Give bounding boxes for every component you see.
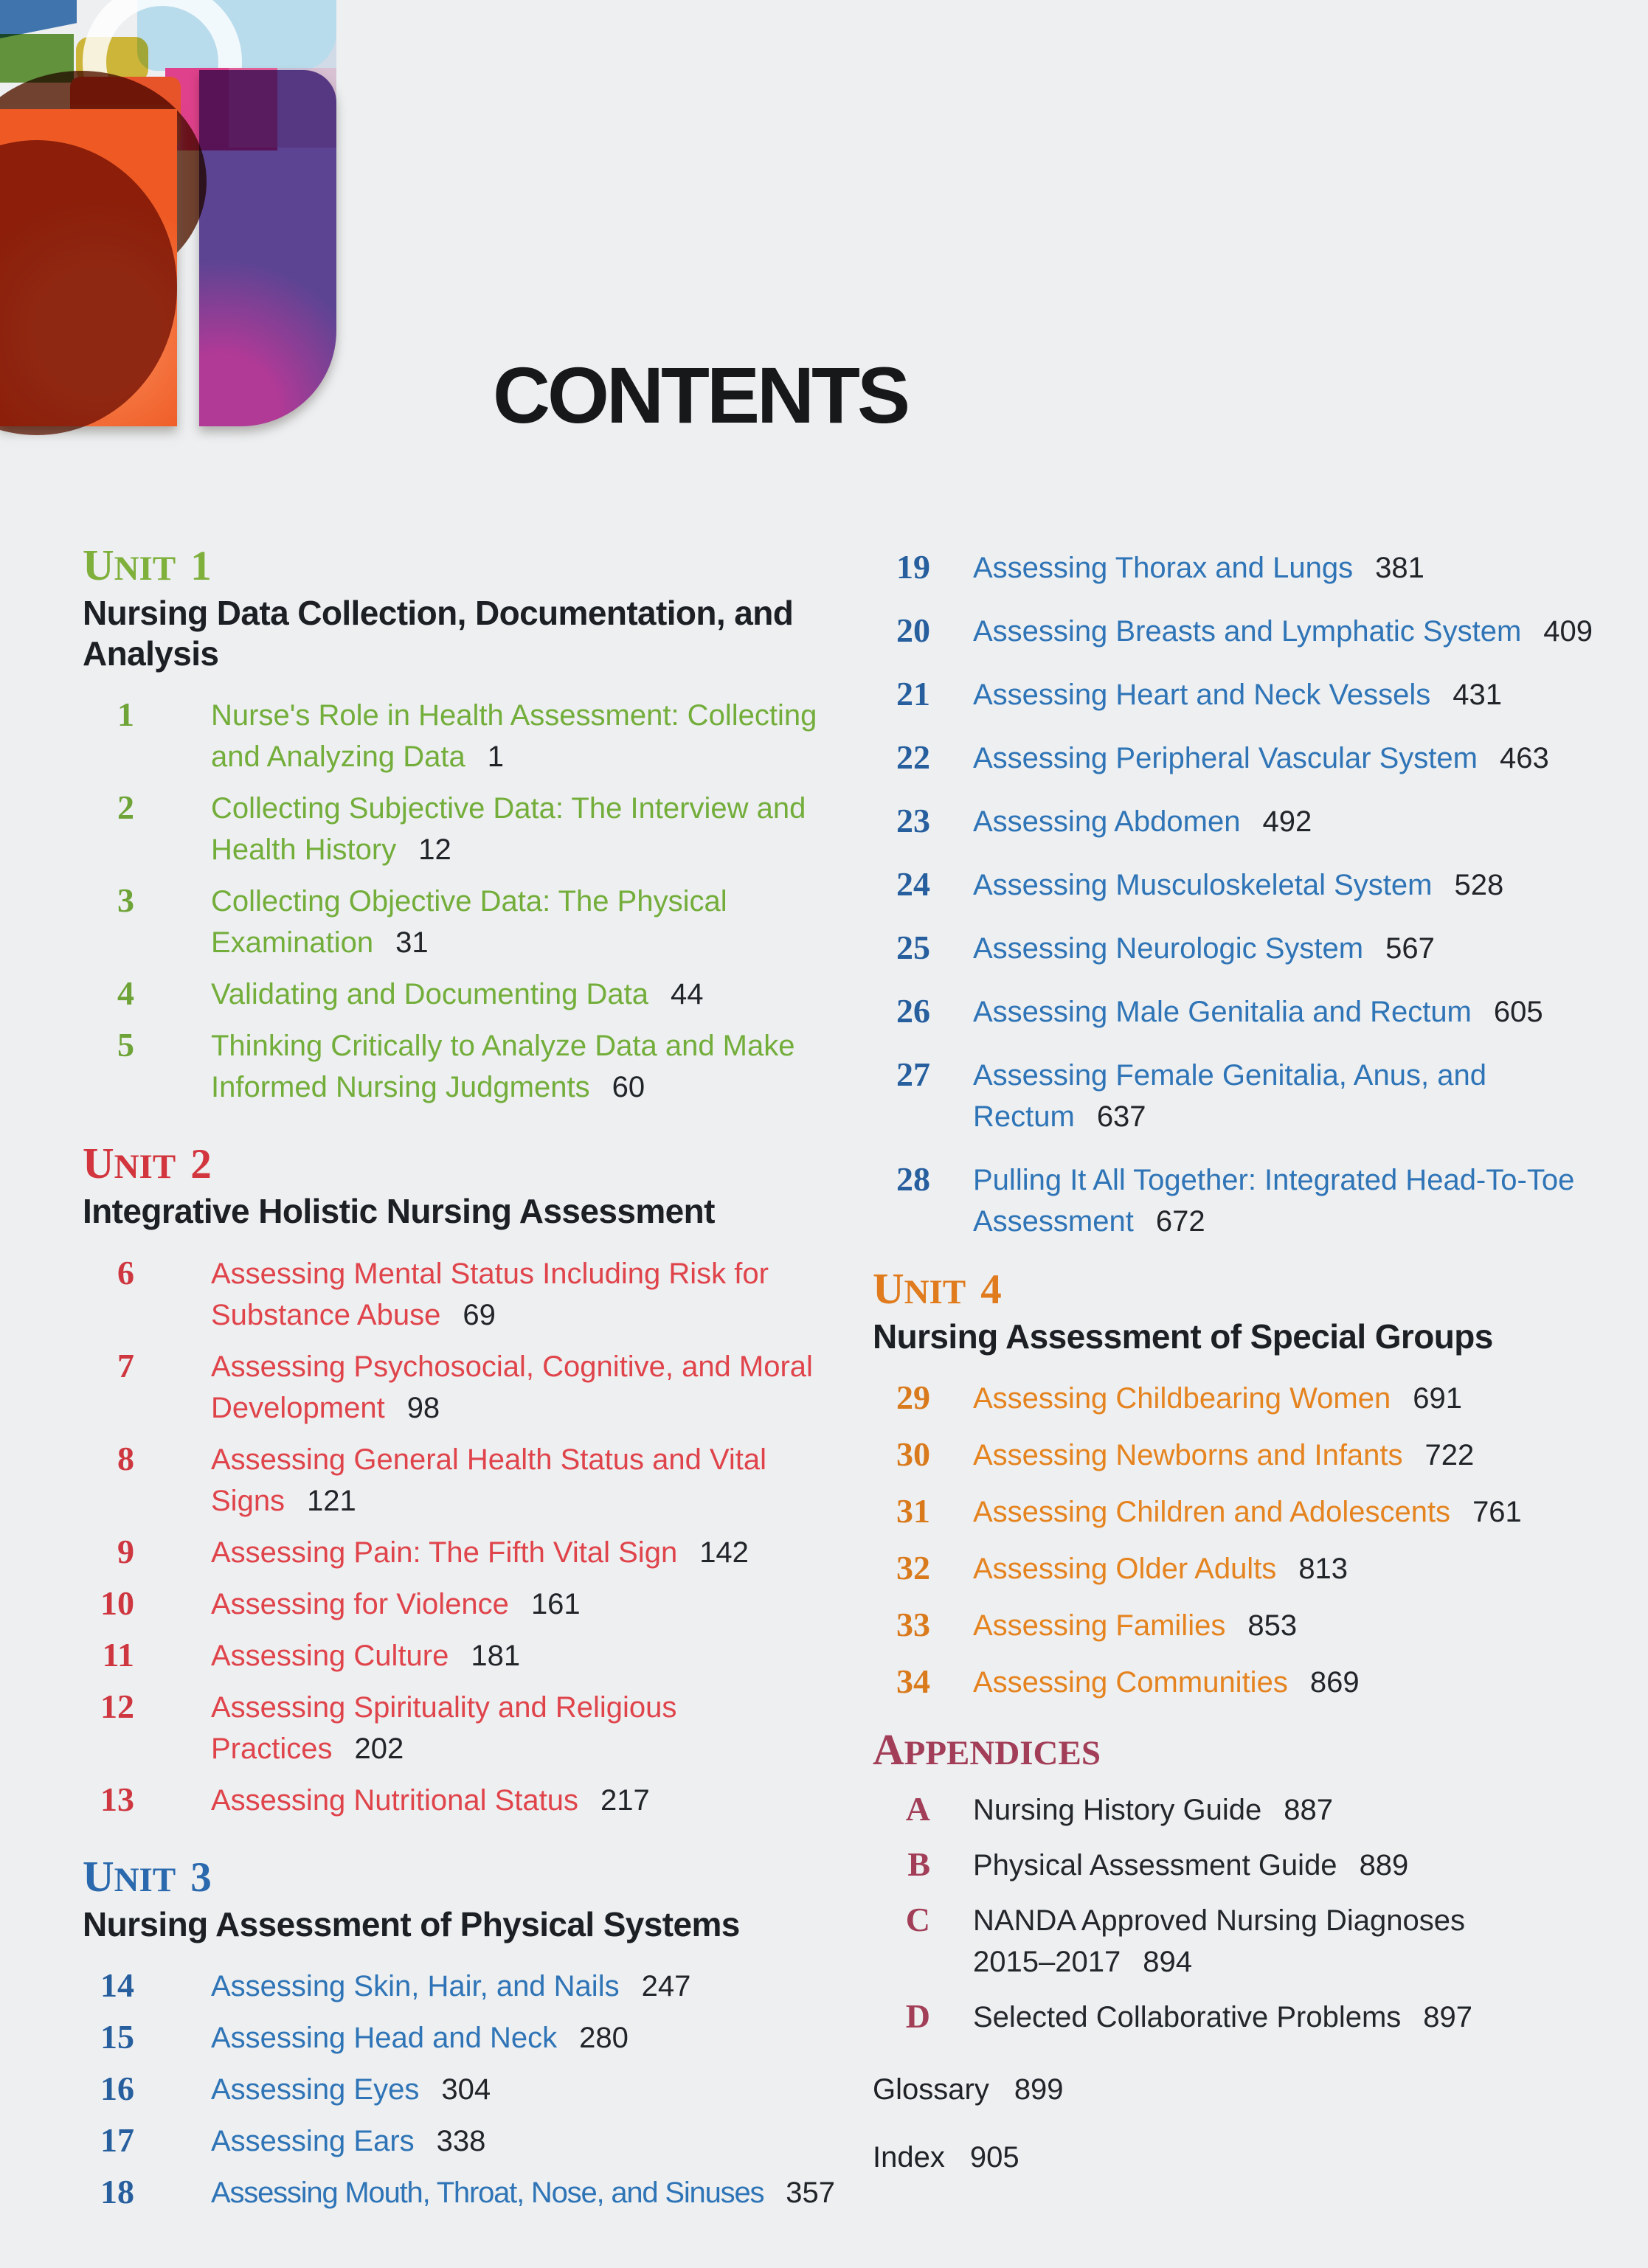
chapter-page-number: 431 — [1453, 679, 1503, 711]
toc-entry — [83, 2120, 876, 2162]
toc-entry — [83, 1532, 876, 1573]
appendix-entry — [873, 1900, 1644, 1983]
chapter-title — [973, 991, 1543, 1033]
chapter-number: 14 — [100, 1966, 134, 2004]
unit-number: 1 — [190, 543, 212, 589]
chapter-title-text: Assessing Skin, Hair, and Nails — [211, 1969, 620, 2002]
toc-entry — [83, 1346, 876, 1429]
appendix-entry — [873, 1789, 1644, 1831]
unit-2-chapters — [83, 1253, 876, 1821]
toc-entry — [83, 1687, 876, 1769]
toc-left-column — [83, 541, 876, 2224]
chapter-number: 18 — [100, 2172, 134, 2210]
toc-entry — [83, 2069, 876, 2110]
chapter-title — [211, 1687, 786, 1769]
toc-entry — [83, 2017, 876, 2059]
toc-entry — [873, 1435, 1644, 1476]
appendix-entry — [873, 1997, 1644, 2038]
appendix-letter: A — [905, 1790, 930, 1828]
chapter-title-text: Assessing Eyes — [211, 2073, 420, 2106]
chapter-title-text: Assessing Heart and Neck Vessels — [973, 679, 1431, 711]
chapter-title — [973, 1435, 1474, 1476]
appendix-entry — [873, 1845, 1644, 1886]
appendix-title-text: Selected Collaborative Problems — [973, 2001, 1402, 2034]
chapter-page-number: 280 — [579, 2021, 629, 2054]
backmatter-page-number: 905 — [969, 2141, 1019, 2174]
chapter-title — [211, 1635, 520, 1676]
chapter-page-number: 357 — [786, 2176, 836, 2209]
chapter-number: 12 — [100, 1687, 134, 1725]
appendices-heading — [873, 1725, 1644, 1775]
toc-entry — [873, 738, 1644, 779]
toc-entry — [83, 1635, 876, 1676]
chapter-number: 11 — [102, 1635, 134, 1674]
unit-3-chapters-right — [873, 547, 1644, 1242]
chapter-title — [211, 2069, 491, 2110]
chapter-page-number: 381 — [1375, 552, 1424, 584]
chapter-number: 17 — [100, 2120, 134, 2159]
chapter-title — [973, 1378, 1462, 1419]
toc-entry — [83, 1966, 876, 2007]
chapter-page-number: 31 — [395, 926, 429, 960]
unit-title: Nursing Data Collection, Documentation, and Analysis — [83, 594, 794, 673]
chapter-title — [211, 2017, 629, 2059]
chapter-title-text: Assessing General Health Status and Vital Signs — [211, 1443, 767, 1517]
chapter-title-text: Assessing Ears — [211, 2124, 415, 2157]
chapter-page-number: 528 — [1454, 869, 1504, 901]
chapter-page-number: 409 — [1543, 615, 1593, 648]
chapter-page-number: 672 — [1155, 1205, 1205, 1238]
appendix-title — [973, 1789, 1333, 1831]
chapter-title-text: Assessing Children and Adolescents — [973, 1496, 1451, 1529]
unit-3-chapters-left — [83, 1966, 876, 2213]
chapter-page-number: 813 — [1298, 1553, 1348, 1586]
toc-entry — [873, 1605, 1644, 1646]
chapter-title — [211, 1346, 860, 1429]
chapter-title-text: Assessing Communities — [973, 1666, 1288, 1699]
toc-entry — [873, 674, 1644, 715]
chapter-page-number: 60 — [612, 1071, 645, 1104]
chapter-title-text: Nurse's Role in Health Assessment: Collecting and Analyzing Data — [211, 699, 817, 774]
chapter-page-number: 463 — [1499, 742, 1549, 774]
toc-entry — [873, 547, 1644, 589]
chapter-number: 27 — [896, 1055, 930, 1093]
chapter-title — [211, 974, 703, 1015]
unit-word: UNIT — [83, 541, 176, 589]
chapter-number: 33 — [896, 1606, 930, 1644]
chapter-number: 4 — [117, 974, 134, 1013]
toc-entry — [873, 1055, 1644, 1137]
unit-1-chapters — [83, 695, 876, 1108]
chapter-page-number: 69 — [463, 1298, 496, 1331]
unit-label — [83, 1139, 876, 1188]
appendix-page-number: 894 — [1143, 1946, 1192, 1979]
chapter-title — [973, 928, 1435, 969]
toc-entry — [873, 1378, 1644, 1419]
chapter-title-text: Assessing Mouth, Throat, Nose, and Sinuses — [211, 2176, 764, 2209]
chapter-number: 25 — [896, 929, 930, 966]
chapter-number: 32 — [896, 1549, 930, 1587]
unit-number: 3 — [190, 1853, 212, 1901]
backmatter-page-number: 899 — [1014, 2073, 1064, 2106]
unit-2-heading — [83, 1139, 876, 1232]
chapter-number: 15 — [100, 2017, 134, 2056]
chapter-title-text: Thinking Critically to Analyze Data and Make Informed Nursing Judgments — [211, 1030, 795, 1104]
backmatter — [873, 2070, 1644, 2177]
unit-label — [83, 1851, 876, 1901]
chapter-title — [973, 1605, 1297, 1646]
unit-4-chapters — [873, 1378, 1644, 1703]
chapter-number: 23 — [896, 802, 930, 839]
chapter-page-number: 492 — [1262, 805, 1312, 838]
chapter-title-text: Assessing Peripheral Vascular System — [973, 742, 1478, 774]
toc-entry — [873, 801, 1644, 842]
appendix-page-number: 889 — [1359, 1849, 1409, 1882]
toc-entry — [83, 1584, 876, 1625]
chapter-title — [973, 1491, 1522, 1533]
decorative-logo — [0, 0, 347, 443]
chapter-page-number: 202 — [354, 1732, 404, 1765]
toc-entry — [83, 695, 876, 777]
chapter-title-text: Assessing Culture — [211, 1639, 449, 1672]
toc-entry — [83, 974, 876, 1015]
appendix-title — [973, 1997, 1472, 2038]
chapter-title-text: Assessing Breasts and Lymphatic System — [973, 615, 1522, 648]
chapter-page-number: 338 — [436, 2124, 486, 2157]
chapter-title-text: Collecting Objective Data: The Physical Examination — [211, 885, 727, 960]
unit-word: UNIT — [873, 1264, 966, 1313]
chapter-title — [211, 788, 860, 870]
chapter-title-text: Assessing Neurologic System — [973, 932, 1364, 965]
toc-entry — [873, 611, 1644, 652]
chapter-page-number: 1 — [487, 741, 504, 774]
chapter-number: 2 — [117, 788, 134, 827]
chapter-title — [211, 1780, 650, 1821]
appendix-title-text: Physical Assessment Guide — [973, 1849, 1337, 1882]
glossary-entry — [873, 2070, 1644, 2109]
chapter-number: 22 — [896, 738, 930, 776]
chapter-number: 34 — [896, 1662, 930, 1701]
toc-entry — [873, 991, 1644, 1033]
chapter-number: 9 — [117, 1532, 134, 1570]
chapter-title — [973, 801, 1312, 842]
chapter-number: 6 — [117, 1253, 134, 1291]
chapter-page-number: 12 — [418, 833, 451, 867]
appendix-page-number: 887 — [1284, 1794, 1333, 1827]
chapter-page-number: 637 — [1096, 1100, 1146, 1133]
chapter-title-text: Collecting Subjective Data: The Interview and Health History — [211, 792, 806, 867]
index-entry — [873, 2138, 1644, 2177]
chapter-number: 8 — [117, 1439, 134, 1477]
chapter-page-number: 44 — [670, 978, 704, 1011]
appendix-page-number: 897 — [1423, 2001, 1473, 2034]
unit-title: Nursing Assessment of Special Groups — [873, 1317, 1493, 1356]
toc-right-column — [873, 547, 1644, 2206]
chapter-title-text: Assessing Families — [973, 1609, 1226, 1643]
chapter-number: 3 — [117, 881, 134, 920]
appendix-letter: D — [905, 1997, 930, 2036]
chapter-title — [211, 881, 860, 963]
chapter-title — [973, 547, 1424, 589]
page-title: CONTENTS — [493, 350, 907, 440]
appendix-title-text: NANDA Approved Nursing Diagnoses 2015–2017 — [973, 1904, 1466, 1979]
chapter-title-text: Assessing Newborns and Infants — [973, 1439, 1403, 1472]
appendix-title-text: Nursing History Guide — [973, 1794, 1262, 1827]
unit-label — [873, 1264, 1644, 1313]
chapter-page-number: 247 — [641, 1969, 691, 2002]
appendix-title — [973, 1900, 1534, 1983]
chapter-title — [211, 1966, 690, 2007]
chapter-number: 20 — [896, 611, 930, 649]
chapter-number: 30 — [896, 1435, 930, 1474]
chapter-number: 5 — [117, 1026, 134, 1064]
toc-entry — [83, 881, 876, 963]
chapter-number: 19 — [896, 548, 930, 586]
chapter-number: 28 — [896, 1160, 930, 1198]
chapter-number: 10 — [100, 1584, 134, 1622]
toc-entry — [873, 1548, 1644, 1589]
chapter-number: 16 — [100, 2069, 134, 2107]
toc-entry — [83, 2172, 876, 2213]
appendix-letter: B — [907, 1845, 930, 1884]
unit-1-heading — [83, 541, 876, 674]
toc-entry — [83, 1253, 876, 1336]
unit-label — [83, 541, 876, 589]
chapter-page-number: 121 — [307, 1484, 356, 1517]
logo-shape — [0, 0, 77, 38]
chapter-number: 29 — [896, 1379, 930, 1417]
chapter-number: 7 — [117, 1346, 134, 1384]
chapter-title — [973, 611, 1593, 652]
chapter-title — [973, 1159, 1615, 1242]
chapter-page-number: 98 — [406, 1391, 440, 1424]
unit-number: 2 — [190, 1141, 212, 1188]
chapter-page-number: 161 — [530, 1587, 581, 1620]
chapter-page-number: 853 — [1247, 1609, 1298, 1643]
chapter-title-text: Assessing Spirituality and Religious Practices — [211, 1690, 677, 1765]
unit-4-heading — [873, 1264, 1644, 1357]
chapter-title-text: Assessing for Violence — [211, 1587, 509, 1620]
chapter-title-text: Assessing Pain: The Fifth Vital Sign — [211, 1536, 678, 1569]
toc-entry — [873, 1159, 1644, 1242]
chapter-number: 31 — [896, 1492, 930, 1530]
chapter-title — [973, 1662, 1360, 1703]
chapter-page-number: 142 — [699, 1536, 749, 1569]
chapter-title — [973, 738, 1549, 779]
chapter-title — [211, 1253, 860, 1336]
chapter-title-text: Assessing Female Genitalia, Anus, and Rectum — [973, 1059, 1486, 1133]
chapter-title-text: Assessing Childbearing Women — [973, 1382, 1391, 1415]
chapter-number: 26 — [896, 992, 930, 1030]
chapter-page-number: 722 — [1424, 1439, 1475, 1472]
chapter-title-text: Assessing Psychosocial, Cognitive, and Moral Development — [211, 1350, 813, 1424]
toc-entry — [873, 928, 1644, 969]
unit-number: 4 — [980, 1266, 1002, 1313]
toc-entry — [873, 864, 1644, 906]
toc-entry — [83, 1780, 876, 1821]
unit-word: UNIT — [83, 1851, 176, 1901]
chapter-title — [973, 1055, 1534, 1137]
unit-label — [873, 1725, 1644, 1775]
toc-entry — [873, 1491, 1644, 1533]
logo-shape — [199, 70, 336, 426]
chapter-title-text: Assessing Nutritional Status — [211, 1783, 579, 1817]
backmatter-title: Index — [873, 2141, 945, 2174]
chapter-title-text: Validating and Documenting Data — [211, 978, 648, 1011]
unit-title: Nursing Assessment of Physical Systems — [83, 1904, 740, 1943]
chapter-title-text: Assessing Musculoskeletal System — [973, 869, 1433, 901]
backmatter-title: Glossary — [873, 2073, 989, 2106]
chapter-title — [211, 2120, 485, 2162]
unit-word: APPENDICES — [873, 1725, 1101, 1775]
chapter-title-text: Assessing Mental Status Including Risk for Substance Abuse — [211, 1257, 769, 1331]
chapter-title — [211, 1532, 749, 1573]
appendix-letter: C — [905, 1901, 930, 1939]
chapter-page-number: 567 — [1385, 932, 1435, 965]
chapter-title — [973, 674, 1502, 715]
chapter-title-text: Pulling It All Together: Integrated Head-To-Toe Assessment — [973, 1164, 1575, 1238]
chapter-number: 21 — [896, 675, 930, 712]
chapter-title — [211, 1439, 786, 1522]
chapter-title — [211, 2172, 835, 2213]
chapter-title — [973, 864, 1503, 906]
toc-entry — [83, 1025, 876, 1108]
chapter-page-number: 869 — [1309, 1666, 1360, 1699]
toc-entry — [83, 1439, 876, 1522]
chapter-page-number: 691 — [1413, 1382, 1462, 1415]
chapter-page-number: 304 — [441, 2073, 491, 2106]
chapter-title-text: Assessing Male Genitalia and Rectum — [973, 996, 1472, 1028]
chapter-title-text: Assessing Head and Neck — [211, 2021, 558, 2054]
chapter-title-text: Assessing Older Adults — [973, 1553, 1277, 1586]
toc-entry — [873, 1662, 1644, 1703]
chapter-number: 1 — [117, 696, 134, 734]
chapter-title — [973, 1548, 1348, 1589]
chapter-number: 13 — [100, 1780, 134, 1818]
chapter-title — [211, 695, 860, 777]
chapter-title — [211, 1025, 860, 1108]
appendix-title — [973, 1845, 1408, 1886]
chapter-title-text: Assessing Thorax and Lungs — [973, 552, 1354, 584]
chapter-title-text: Assessing Abdomen — [973, 805, 1241, 838]
unit-title: Integrative Holistic Nursing Assessment — [83, 1192, 715, 1231]
chapter-page-number: 761 — [1472, 1496, 1522, 1529]
appendices-list — [873, 1789, 1644, 2038]
unit-3-heading — [83, 1851, 876, 1945]
chapter-page-number: 217 — [600, 1783, 650, 1817]
chapter-number: 24 — [896, 865, 930, 903]
chapter-page-number: 181 — [471, 1639, 521, 1672]
chapter-page-number: 605 — [1493, 996, 1543, 1028]
toc-entry — [83, 788, 876, 870]
chapter-title — [211, 1584, 581, 1625]
unit-word: UNIT — [83, 1139, 176, 1188]
